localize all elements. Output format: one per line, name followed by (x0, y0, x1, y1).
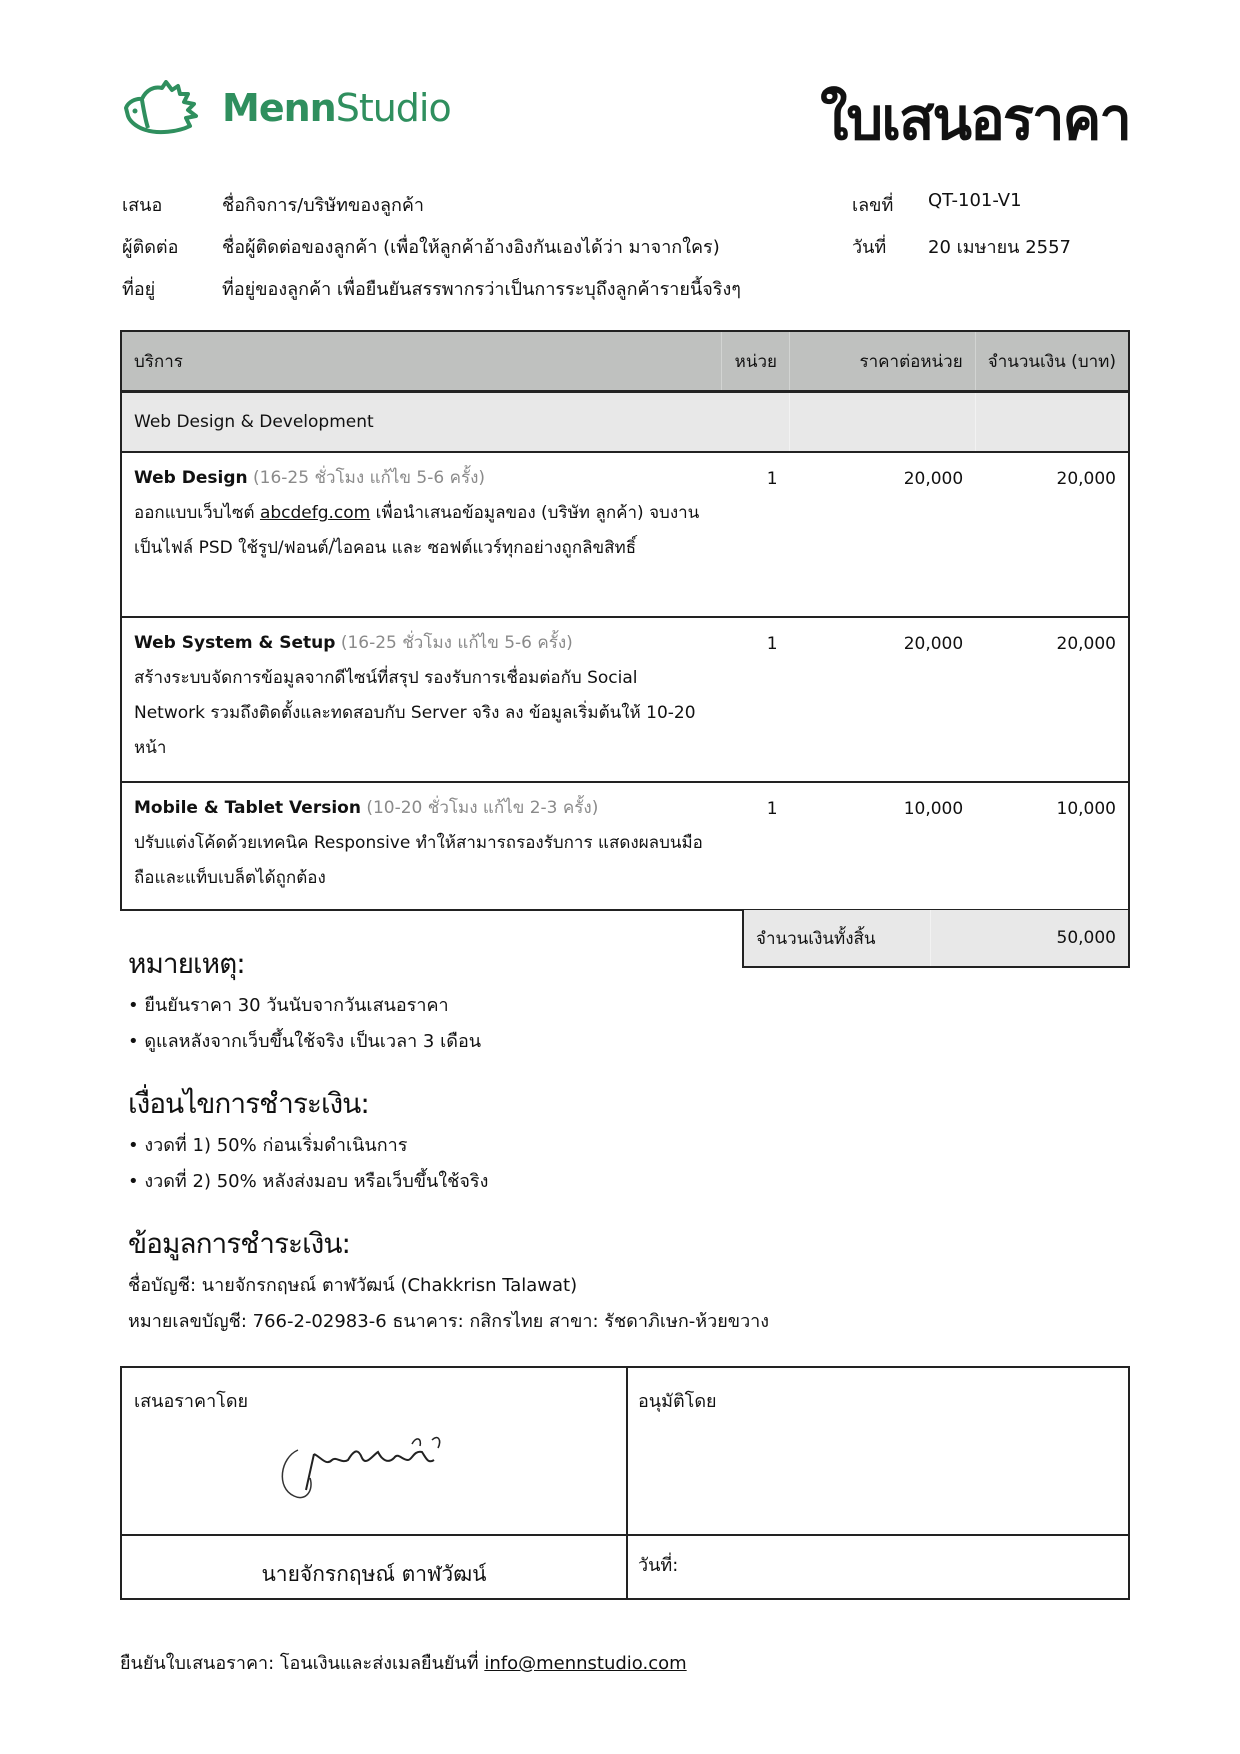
footer-text: ยืนยันใบเสนอราคา: โอนเงินและส่งเมลยืนยันที่ (120, 1653, 485, 1674)
category-label: Web Design & Development (121, 392, 790, 453)
quote-date-row (852, 232, 1071, 261)
hedgehog-icon (118, 80, 210, 136)
quote-date-label: วันที่ (852, 237, 887, 258)
footer-note (120, 1648, 687, 1677)
contact-email-link[interactable]: info@mennstudio.com (484, 1653, 687, 1674)
quote-number-label: เลขที่ (852, 195, 894, 216)
client-row (122, 190, 424, 219)
item-note: (16-25 ชั่วโมง แก้ไข 5-6 ครั้ง) (340, 633, 573, 653)
approval-date-label[interactable]: วันที่: (638, 1555, 679, 1576)
contact-label: ผู้ติดต่อ (122, 237, 179, 258)
client-label: เสนอ (122, 195, 163, 216)
total-value: 50,000 (1056, 928, 1116, 948)
item-name: Web Design (134, 468, 248, 488)
item-unit-price: 10,000 (790, 782, 976, 910)
address-value: ที่อยู่ของลูกค้า เพื่อยืนยันสรรพากรว่าเป็นการระบุถึงลูกค้ารายนี้จริงๆ (222, 279, 741, 300)
item-qty: 1 (722, 617, 790, 782)
payment-terms-list (128, 1128, 488, 1200)
item-unit-price: 20,000 (790, 617, 976, 782)
signer-name: นายจักรกฤษณ์ ตาฬวัฒน์ (261, 1562, 487, 1586)
item-unit-price: 20,000 (790, 452, 976, 617)
list-item: • งวดที่ 1) 50% ก่อนเริ่มดำเนินการ (128, 1135, 408, 1156)
payment-info-title: ข้อมูลการชำระเงิน: (128, 1227, 350, 1260)
item-amount: 20,000 (975, 617, 1129, 782)
table-row (121, 782, 1129, 910)
list-item: • ดูแลหลังจากเว็บขึ้นใช้จริง เป็นเวลา 3 เดือน (128, 1031, 482, 1052)
table-row (121, 452, 1129, 617)
payment-info (128, 1268, 769, 1340)
document-title: ใบเสนอราคา (820, 85, 1130, 153)
grand-total (742, 910, 1130, 968)
quote-number: QT-101-V1 (928, 190, 1022, 211)
header-unit-price: ราคาต่อหน่วย (790, 331, 976, 392)
item-desc-text: ปรับแต่งโค้ดด้วยเทคนิค Responsive ทำให้สามารถรองรับการ แสดงผลบนมือถือและแท็บเบล็ตได้ถูกต้อง (134, 833, 703, 888)
header-unit: หน่วย (722, 331, 790, 392)
contact-value: ชื่อผู้ติดต่อของลูกค้า (เพื่อให้ลูกค้าอ้างอิงกันเองได้ว่า มาจากใคร) (222, 237, 720, 258)
item-desc-text: เพื่อนำเสนอข้อมูลของ (บริษัท ลูกค้า) จบงานเป็นไฟล์ PSD ใช้รูป/ฟอนต์/ไอคอน และ ซอฟต์แวร์ทุกอย่างถูกลิขสิทธิ์ (134, 503, 700, 558)
notes-list (128, 988, 481, 1060)
item-description (121, 782, 722, 910)
table-row (121, 617, 1129, 782)
website-link[interactable]: abcdefg.com (259, 503, 371, 523)
account-number: หมายเลขบัญชี: 766-2-02983-6 ธนาคาร: กสิกรไทย สาขา: รัชดาภิเษก-ห้วยขวาง (128, 1311, 770, 1332)
payment-terms-title: เงื่อนไขการชำระเงิน: (128, 1087, 369, 1120)
items-table (120, 330, 1130, 911)
item-amount: 10,000 (975, 782, 1129, 910)
item-note: (10-20 ชั่วโมง แก้ไข 2-3 ครั้ง) (366, 798, 599, 818)
header-amount: จำนวนเงิน (บาท) (975, 331, 1129, 392)
brand-logo (118, 80, 451, 136)
category-row (121, 392, 1129, 453)
brand-name: MennStudio (222, 86, 451, 130)
total-label: จำนวนเงินทั้งสิ้น (756, 928, 876, 949)
header-service: บริการ (121, 331, 722, 392)
item-name: Web System & Setup (134, 633, 336, 653)
item-name: Mobile & Tablet Version (134, 798, 361, 818)
address-row (122, 274, 741, 303)
quote-date: 20 เมษายน 2557 (928, 237, 1071, 258)
list-item: • ยืนยันราคา 30 วันนับจากวันเสนอราคา (128, 995, 449, 1016)
item-desc-text: สร้างระบบจัดการข้อมูลจากดีไซน์ที่สรุป รองรับการเชื่อมต่อกับ Social Network รวมถึงติดตั้งและทดสอบกับ Server จริง ลง ข้อมูลเริ่มต้นให้ 10-20 หน้า (134, 668, 696, 758)
quote-number-row (852, 190, 1022, 219)
signature-table (120, 1366, 1130, 1600)
item-description (121, 617, 722, 782)
signature-image (262, 1430, 462, 1510)
address-label: ที่อยู่ (122, 279, 156, 300)
list-item: • งวดที่ 2) 50% หลังส่งมอบ หรือเว็บขึ้นใช้จริง (128, 1171, 489, 1192)
approved-by-label: อนุมัติโดย (638, 1391, 717, 1412)
item-desc-text: ออกแบบเว็บไซต์ (134, 503, 260, 523)
contact-row (122, 232, 720, 261)
proposed-by-label: เสนอราคาโดย (134, 1391, 249, 1412)
item-amount: 20,000 (975, 452, 1129, 617)
account-name: ชื่อบัญชี: นายจักรกฤษณ์ ตาฬวัฒน์ (Chakkrisn Talawat) (128, 1275, 578, 1296)
item-qty: 1 (722, 782, 790, 910)
item-qty: 1 (722, 452, 790, 617)
item-description (121, 452, 722, 617)
table-header (121, 331, 1129, 392)
notes-title: หมายเหตุ: (128, 947, 245, 980)
item-note: (16-25 ชั่วโมง แก้ไข 5-6 ครั้ง) (253, 468, 486, 488)
client-value: ชื่อกิจการ/บริษัทของลูกค้า (222, 195, 425, 216)
